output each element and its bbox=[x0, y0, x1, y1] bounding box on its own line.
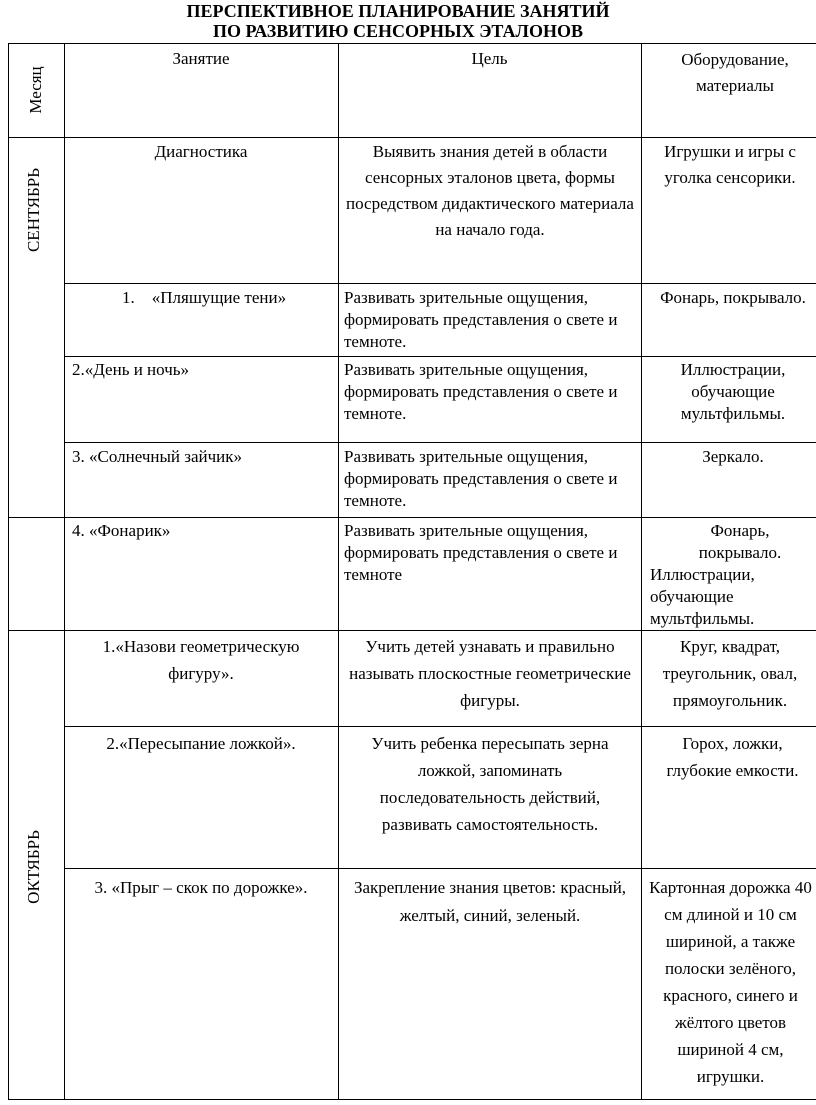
lesson-cell: Диагностика bbox=[154, 142, 248, 161]
grid-line bbox=[8, 630, 816, 631]
grid-line bbox=[8, 137, 816, 138]
lesson-cell: 1. «Пляшущие тени» bbox=[122, 288, 287, 307]
equipment-cell: Горох, ложки, глубокие емкости. bbox=[666, 734, 799, 780]
header-month: Месяц bbox=[26, 66, 45, 114]
grid-line bbox=[8, 43, 816, 44]
equipment-cell: Иллюстрации, обучающие мультфильмы. bbox=[650, 565, 755, 628]
header-equipment: Оборудование, материалы bbox=[681, 50, 789, 95]
grid-line bbox=[64, 726, 816, 727]
lesson-cell: 1.«Назови геометрическую фигуру». bbox=[102, 637, 300, 683]
lesson-cell: 2.«День и ночь» bbox=[72, 360, 190, 379]
equipment-cell: Фонарь, покрывало. bbox=[698, 521, 782, 562]
equipment-cell: Картонная дорожка 40 см длиной и 10 см шириной, а также полоски зелёного, красного, синего и жёлтого цветов шириной 4 см, игрушки. bbox=[649, 878, 812, 1086]
lesson-cell: 3. «Прыг – скок по дорожке». bbox=[94, 878, 308, 897]
month-september: СЕНТЯБРЬ bbox=[24, 167, 43, 253]
document-title-line1: ПЕРСПЕКТИВНОЕ ПЛАНИРОВАНИЕ ЗАНЯТИЙ bbox=[186, 1, 610, 21]
equipment-cell: Зеркало. bbox=[702, 447, 764, 466]
equipment-cell: Иллюстрации, обучающие мультфильмы. bbox=[680, 360, 786, 423]
grid-line bbox=[8, 43, 9, 1100]
lesson-cell: 3. «Солнечный зайчик» bbox=[72, 447, 242, 466]
grid-line bbox=[64, 283, 816, 284]
lesson-cell: 4. «Фонарик» bbox=[72, 521, 171, 540]
grid-line bbox=[64, 442, 816, 443]
goal-cell: Учить детей узнавать и правильно называть плоскостные геометрические фигуры. bbox=[349, 637, 631, 710]
goal-cell: Учить ребенка пересыпать зерна ложкой, запоминать последовательность действий, развивать самостоятельность. bbox=[371, 734, 609, 834]
goal-cell: Развивать зрительные ощущения, формировать представления о свете и темноте. bbox=[344, 360, 618, 423]
goal-cell: Развивать зрительные ощущения, формировать представления о свете и темноте. bbox=[344, 288, 618, 351]
goal-cell: Развивать зрительные ощущения, формировать представления о свете и темноте. bbox=[344, 447, 618, 510]
grid-line bbox=[8, 1099, 816, 1100]
document-title-line2: ПО РАЗВИТИЮ СЕНСОРНЫХ ЭТАЛОНОВ bbox=[213, 21, 583, 41]
lesson-cell: 2.«Пересыпание ложкой». bbox=[106, 734, 296, 753]
grid-line bbox=[641, 43, 642, 1100]
header-goal: Цель bbox=[471, 49, 508, 68]
grid-line bbox=[64, 868, 816, 869]
goal-cell: Выявить знания детей в области сенсорных эталонов цвета, формы посредством дидактического материала на начало года. bbox=[346, 142, 634, 239]
equipment-cell: Фонарь, покрывало. bbox=[660, 288, 806, 307]
header-lesson: Занятие bbox=[172, 49, 230, 68]
goal-cell: Закрепление знания цветов: красный, желтый, синий, зеленый. bbox=[353, 878, 627, 925]
grid-line bbox=[64, 43, 65, 1100]
grid-line bbox=[8, 517, 816, 518]
grid-line bbox=[338, 43, 339, 1100]
equipment-cell: Круг, квадрат, треугольник, овал, прямоугольник. bbox=[662, 637, 798, 710]
equipment-cell: Игрушки и игры с уголка сенсорики. bbox=[664, 142, 796, 187]
month-october: ОКТЯБРЬ bbox=[24, 830, 43, 904]
goal-cell: Развивать зрительные ощущения, формировать представления о свете и темноте bbox=[344, 521, 618, 584]
grid-line bbox=[64, 356, 816, 357]
